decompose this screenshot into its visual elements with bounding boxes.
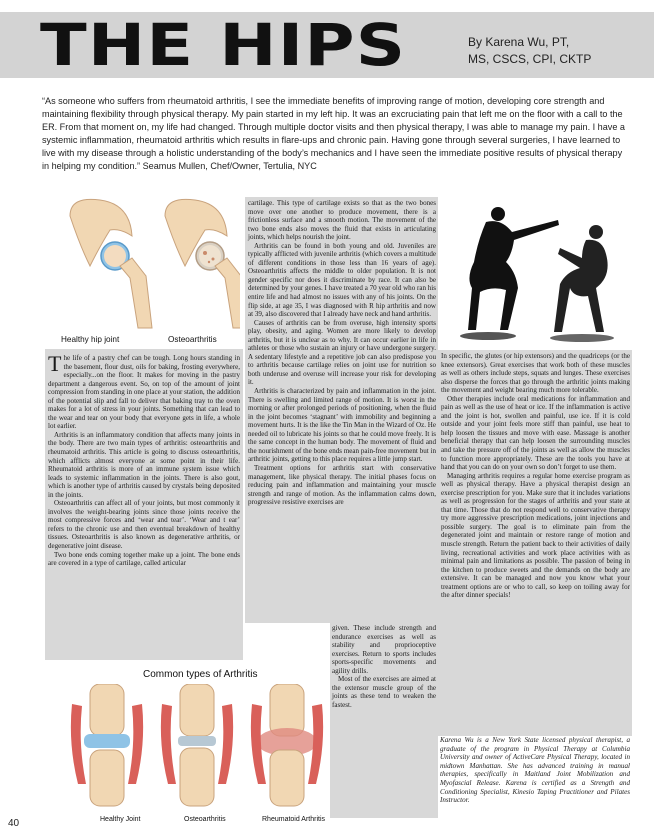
col2-paragraph: Arthritis can be found in both young and old. Juveniles are typically afflicted with juvenile arthritis (which covers a multitude of different conditions in those less than 16 years of age). Osteoarthritis affects the middle to older population. It is not gender specific nor does it discriminate by race. It can also be determined by your genes. I have treated a 70 year old who ran his entire life and had almost no issues with any of his joints. On the flip side, at age 35, I was diagnosed with R hip arthritis and now at 39, also discovered that I already have neck and hand arthritis. <box>248 241 436 319</box>
col1-paragraph: Two bone ends coming together make up a joint. The bone ends are covered in a type of cartilage, called articular <box>48 550 240 568</box>
hip-joint-illustration <box>60 196 240 331</box>
byline-line-2: MS, CSCS, CPI, CKTP <box>468 52 592 66</box>
caption-osteoarthritis-knee: Osteoarthritis <box>184 816 226 823</box>
col2b-paragraph: Most of the exercises are aimed at the extensor muscle group of the joints as these tend to weaken the fastest. <box>332 675 436 709</box>
col3-paragraph: Managing arthritis requires a regular home exercise program as well as physical therapy. Have a physical therapist design an exercise prescription for you. Make sure that it includes variations as well as progression for the stages of arthritis and your state at that time. Those that do not respond well to conservative therapy try more aggressive prescription medications, joint injections and possible surgery. The goal is to eliminate pain from the degenerated joint and maintain or restore range of motion and muscle strength. Return the patient back to their activities of daily living, recreational activities and work place activities with as minimal pain and limitations as possible. The passion of being in the kitchen to produce sweets and the demands on the body are extensive. It can be managed and now you know what your treatment options are or who to call, so keep on toiling away for the after dinner specials! <box>441 471 630 600</box>
col1-paragraph: Osteoarthritis can affect all of your joints, but most commonly it involves the weight-bearing joints since those joints receive the most compressive forces and ‘wear and tear’. ‘Wear and t ear’ refers to the chronic use and then eventual breakdown of healthy tissues. Osteoarthritis is also known as degenerative arthritis, or degenerative joint disease. <box>48 499 240 551</box>
knee-figure-title: Common types of Arthritis <box>143 669 258 680</box>
col2-paragraph: cartilage. This type of cartilage exists so that as the two bones move over one another to produce movement, there is a frictionless surface and a smooth motion. The movement of the two bone ends also moves the fluid that exists in articulating joints, which helps nourish the joint. <box>248 199 436 242</box>
article-column-2 <box>248 199 436 507</box>
col3-paragraph: In specific, the glutes (or hip extensors) and the quadriceps (or the knee extensors). Great exercises that work both of these muscles as well as others include steps, squats and lunges. These exercises also disperse the forces that go through the arthritic joints making the movement and weight bearing much more tolerable. <box>441 352 630 395</box>
healthy-knee-image <box>71 684 143 806</box>
article-column-2-continued <box>332 624 436 709</box>
healthy-hip-image <box>70 199 152 328</box>
col2-paragraph: Arthritis is characterized by pain and inflammation in the joint. There is swelling and limited range of motion. It is worst in the morning or after prolonged periods of positioning, when the fluid in the joint becomes ‘stagnant’ with immobility and beginning a movement hurts. It is the like the Tin Man in the Wizard of Oz. He needed oil to lubricate his joints so that he could move freely. It is the same concept in the human body. The movement of fluid and the nourishment of the bone ends mean pain-free movement but in arthritic joints, getting to this place requires a little jump start. <box>248 387 436 464</box>
caption-healthy-knee: Healthy Joint <box>100 816 141 823</box>
col2-paragraph: Treatment options for arthritis start with conservative management, like physical therapy. The initial phases focus on reducing pain and inflammation and maintaining your muscle strength and range of motion. As the inflammation calms down, progressive resistive exercises are <box>248 463 436 507</box>
knee-arthritis-illustration <box>68 684 328 812</box>
col2-paragraph: Causes of arthritis can be from overuse, high intensity sports play, obesity, and aging. Women are more likely to develop arthritis, but it is unclear as to why. It can occur earlier in life in athletes or those who sustain an injury or have undergone surgery. A sedentary lifestyle and a repetitive job can also predispose you to arthritis because cartilage relies on joint use for nutrition so both underuse and overuse will increase your risk for developing it. <box>248 318 436 387</box>
osteoarthritis-knee-image <box>161 684 233 806</box>
col1-paragraph: Arthritis is an inflammatory condition that affects many joints in the body. There are two main types of arthritis: osteoarthritis and rheumatoid arthritis. This article is going to discuss osteoarthritis, which afflicts almost everyone at some point in their life. Rheumatoid arthritis is more of an immune system issue which leads to systemic inflammation in the joints. There is also gout, which is another type of arthritis caused by crystals being deposited in the joints. <box>48 430 240 499</box>
caption-healthy-hip: Healthy hip joint <box>61 335 120 344</box>
byline <box>468 34 591 68</box>
page-number: 40 <box>8 818 20 829</box>
article-column-3 <box>441 352 630 600</box>
rheumatoid-knee-image <box>251 684 323 806</box>
caption-rheumatoid-knee: Rheumatoid Arthritis <box>262 816 326 823</box>
dropcap: T <box>48 351 62 376</box>
caption-osteoarthritis-hip: Osteoarthritis <box>168 335 217 344</box>
pull-quote: “As someone who suffers from rheumatoid arthritis, I see the immediate benefits of improving range of motion, developing core strength and maintaining flexibility through physical therapy. My pain started in my left hip. It was an excruciating pain that left me on the floor with a call to the ER. From that moment on, my life had changed. Through multiple doctor visits and then physical therapy, I was able to manage my pain. I have a systemic inflammation, rheumatoid arthritis which results in flare-ups and chronic pain. Having gone through several surgeries, I have learned to live with my disease through a holistic understanding of the body’s mechanics and I have seen the immediate positive results of physical therapy in helping my condition.” Seamus Mullen, Chef/Owner, Tertulia, NYC <box>42 96 625 171</box>
col2b-paragraph: given. These include strength and endurance exercises as well as stability and proprioceptive exercises. Return to sports includes sports-specific movements and agility drills. <box>332 624 436 675</box>
page-title: THE HIPS <box>40 11 407 79</box>
squat-photo <box>446 192 632 348</box>
article-column-1 <box>48 351 240 568</box>
osteoarthritis-hip-image <box>165 199 240 328</box>
col1-paragraph: he life of a pastry chef can be tough. Long hours standing in the basement, flour dust, oils for baking, frosting everywhere, especially...on the floor. It makes for moving in the pastry department a dangerous event. So, on top of the amount of joint compression from standing in one place at your station, the addition of the potential slip and fall to deliver that baking tray to the oven makes for a lot of stress in your joints. Something that can lead to the wear and tear on your body that everyone gets in life, a whole lot earlier. <box>48 354 240 431</box>
col3-paragraph: Other therapies include oral medications for inflammation and pain as well as the use of heat or ice. If the inflammation is active and the joint is hot, swollen and painful, use ice. If it is cold outside and your joint feels more stiff than painful, use heat to help loosen the tissues and move with ease. Massage is another beneficial therapy that can help loosen the surrounding muscles and take the pressure off of the joints as well as allow the muscles to function more appropriately. These are the tools you have at hand that you can do on your own so don’t forget to use them. <box>441 394 630 472</box>
author-bio: Karena Wu is a New York State licensed physical therapist, a graduate of the program in Physical Therapy at Columbia University and owner of ActiveCare Physical Therapy, located in midtown Manhattan. She has advanced training in manual therapies, specifically in Maitland Joint Mobilization and Myofascial Release. Karena is certified as a Strength and Conditioning Specialist, Kinesio Taping Practitioner and Pilates Instructor. <box>440 736 630 805</box>
byline-line-1: By Karena Wu, PT, <box>468 35 570 49</box>
